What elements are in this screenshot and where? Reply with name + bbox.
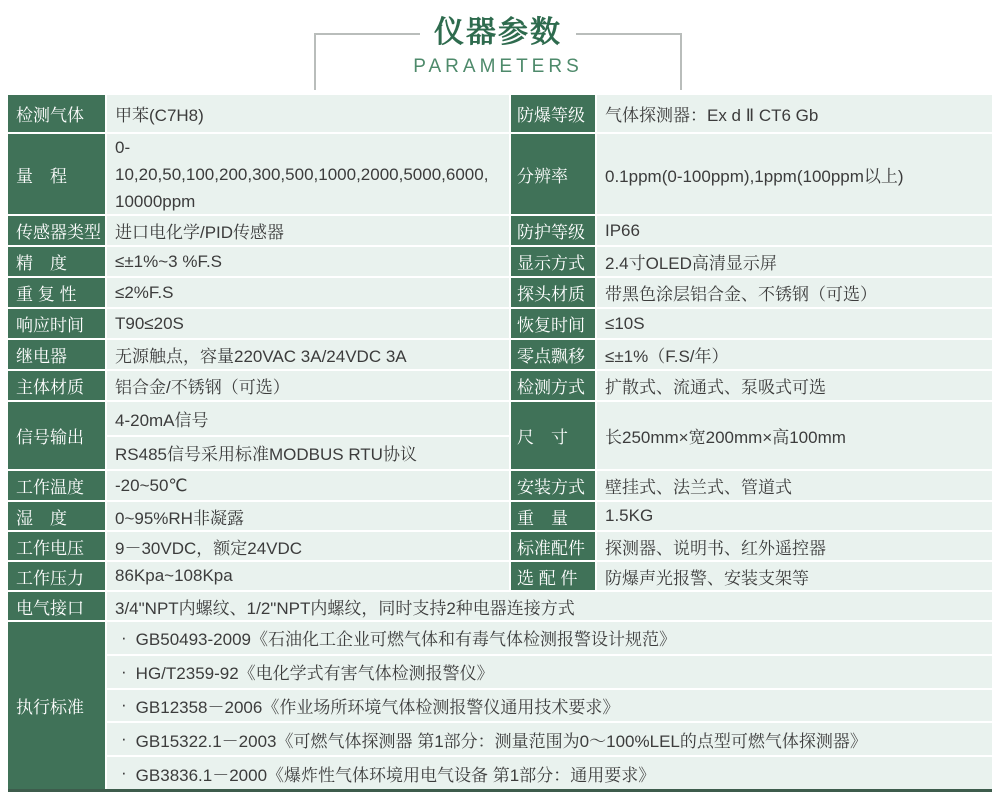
value-resolution: 0.1ppm(0-100ppm),1ppm(100ppm以上): [595, 134, 992, 214]
standard-item: [105, 688, 992, 722]
label-electrical-interface: 电气接口: [8, 592, 105, 620]
value-range-line-1: 0-: [115, 137, 131, 157]
table-row: [8, 369, 992, 400]
table-row: [8, 214, 992, 245]
signal-output-values: [105, 402, 509, 469]
value-relay: 无源触点，容量220VAC 3A/24VDC 3A: [105, 340, 509, 369]
label-execution-standard: 执行标准: [8, 622, 105, 789]
bullet-icon: ·: [121, 763, 127, 783]
table-row: [8, 500, 992, 530]
value-range-line-2: 10,20,50,100,200,300,500,1000,2000,5000,6000,: [115, 164, 489, 184]
bullet-icon: ·: [121, 627, 127, 647]
label-repeatability: 重 复 性: [8, 278, 105, 307]
value-installation-method: 壁挂式、法兰式、管道式: [595, 471, 992, 500]
bullet-icon: ·: [121, 695, 127, 715]
title-bracket: [314, 16, 682, 90]
table-row: [8, 132, 992, 214]
label-detection-method: 检测方式: [509, 371, 595, 400]
value-weight: 1.5KG: [595, 502, 992, 530]
table-row: [8, 469, 992, 500]
label-installation-method: 安装方式: [509, 471, 595, 500]
value-electrical-interface: 3/4"NPT内螺纹、1/2"NPT内螺纹，同时支持2种电器连接方式: [105, 592, 992, 620]
table-row: [8, 338, 992, 369]
label-working-pressure: 工作压力: [8, 562, 105, 590]
label-response-time: 响应时间: [8, 309, 105, 338]
value-working-temperature: -20~50℃: [105, 471, 509, 500]
label-sensor-type: 传感器类型: [8, 216, 105, 245]
label-working-temperature: 工作温度: [8, 471, 105, 500]
table-row: [8, 590, 992, 620]
label-explosion-proof-grade: 防爆等级: [509, 95, 595, 132]
label-weight: 重 量: [509, 502, 595, 530]
table-row: [8, 307, 992, 338]
label-display-type: 显示方式: [509, 247, 595, 276]
label-working-voltage: 工作电压: [8, 532, 105, 560]
parameters-table: [8, 95, 992, 792]
value-working-voltage: 9－30VDC，额定24VDC: [105, 532, 509, 560]
standard-item-text: GB50493-2009《石油化工企业可燃气体和有毒气体检测报警设计规范》: [135, 630, 676, 650]
table-row: [8, 95, 992, 132]
label-zero-drift: 零点飘移: [509, 340, 595, 369]
label-relay: 继电器: [8, 340, 105, 369]
standard-item-text: GB3836.1－2000《爆炸性气体环境用电气设备 第1部分：通用要求》: [135, 765, 656, 785]
label-humidity: 湿 度: [8, 502, 105, 530]
value-optional-accessories: 防爆声光报警、安装支架等: [595, 562, 992, 590]
label-resolution: 分辨率: [509, 134, 595, 214]
value-range: [105, 134, 509, 214]
label-signal-output: 信号输出: [8, 402, 105, 469]
value-signal-output-2: RS485信号采用标准MODBUS RTU协议: [105, 435, 509, 470]
standard-item: [105, 654, 992, 688]
value-sensor-type: 进口电化学/PID传感器: [105, 216, 509, 245]
execution-standard-list: [105, 622, 992, 789]
table-row: [8, 530, 992, 560]
value-detection-method: 扩散式、流通式、泵吸式可选: [595, 371, 992, 400]
label-protection-grade: 防护等级: [509, 216, 595, 245]
standard-item-text: HG/T2359-92《电化学式有害气体检测报警仪》: [135, 664, 494, 684]
standard-item-text: GB12358－2006《作业场所环境气体检测报警仪通用技术要求》: [135, 697, 620, 717]
value-probe-material: 带黑色涂层铝合金、不锈钢（可选）: [595, 278, 992, 307]
bullet-icon: ·: [121, 729, 127, 749]
value-signal-output-1: 4-20mA信号: [105, 402, 509, 435]
value-standard-accessories: 探测器、说明书、红外遥控器: [595, 532, 992, 560]
standard-item: [105, 721, 992, 755]
value-working-pressure: 86Kpa~108Kpa: [105, 562, 509, 590]
table-row: [8, 400, 992, 469]
label-probe-material: 探头材质: [509, 278, 595, 307]
value-response-time: T90≤20S: [105, 309, 509, 338]
standard-item: [105, 622, 992, 654]
value-accuracy: ≤±1%~3 %F.S: [105, 247, 509, 276]
value-protection-grade: IP66: [595, 216, 992, 245]
table-row: [8, 245, 992, 276]
label-body-material: 主体材质: [8, 371, 105, 400]
page-subtitle: PARAMETERS: [413, 56, 583, 77]
label-standard-accessories: 标准配件: [509, 532, 595, 560]
bullet-icon: ·: [121, 661, 127, 681]
label-range: 量 程: [8, 134, 105, 214]
label-recovery-time: 恢复时间: [509, 309, 595, 338]
label-detection-gas: 检测气体: [8, 95, 105, 132]
standard-item-text: GB15322.1－2003《可燃气体探测器 第1部分：测量范围为0～100%LEL的点型可燃气体探测器》: [135, 731, 867, 751]
value-humidity: 0~95%RH非凝露: [105, 502, 509, 530]
table-row: [8, 560, 992, 590]
page-title: 仪器参数: [420, 12, 576, 54]
table-row: [8, 276, 992, 307]
table-row: [8, 620, 992, 789]
value-display-type: 2.4寸OLED高清显示屏: [595, 247, 992, 276]
label-dimensions: 尺 寸: [509, 402, 595, 469]
value-body-material: 铝合金/不锈钢（可选）: [105, 371, 509, 400]
standard-item: [105, 755, 992, 789]
label-optional-accessories: 选 配 件: [509, 562, 595, 590]
value-zero-drift: ≤±1%（F.S/年）: [595, 340, 992, 369]
value-recovery-time: ≤10S: [595, 309, 992, 338]
value-repeatability: ≤2%F.S: [105, 278, 509, 307]
value-dimensions: 长250mm×宽200mm×高100mm: [595, 402, 992, 469]
value-detection-gas: 甲苯(C7H8): [105, 95, 509, 132]
label-accuracy: 精 度: [8, 247, 105, 276]
value-range-line-3: 10000ppm: [115, 191, 196, 211]
value-explosion-proof-grade: 气体探测器：Ex d Ⅱ CT6 Gb: [595, 95, 992, 132]
